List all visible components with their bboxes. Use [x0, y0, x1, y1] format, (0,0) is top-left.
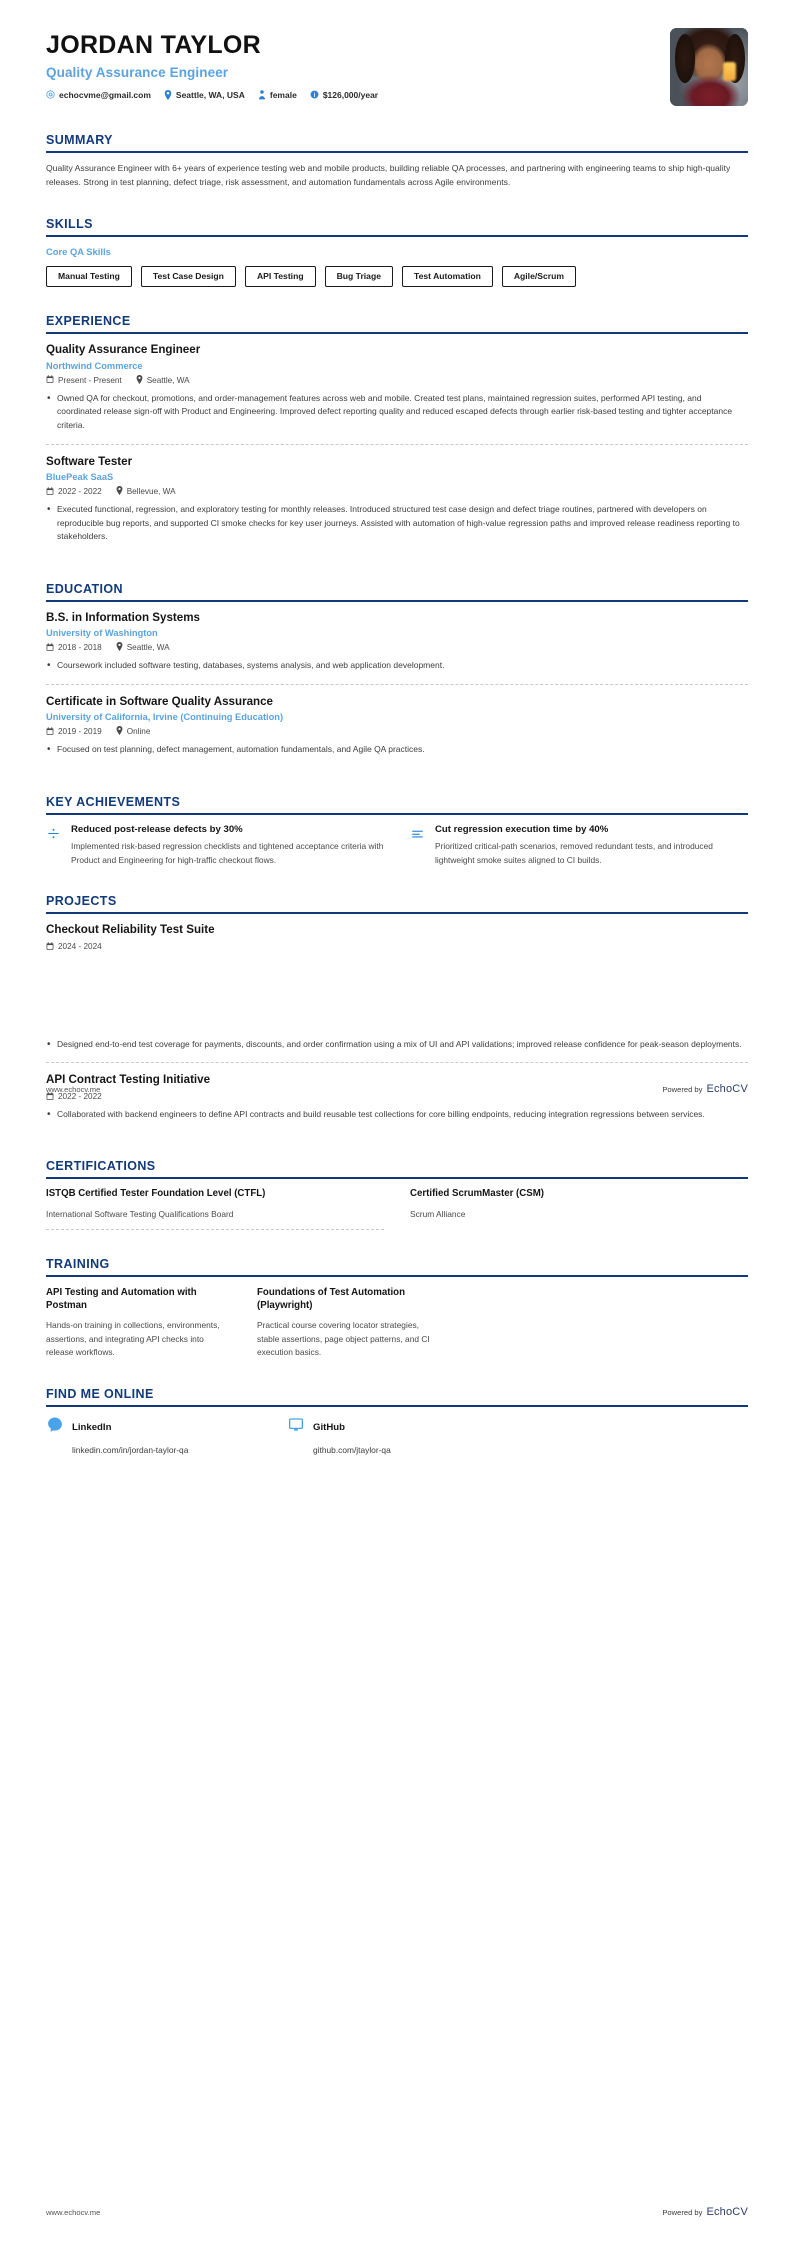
online-profile-linkedin[interactable] [46, 1416, 261, 1455]
skill-chip: Agile/Scrum [502, 266, 576, 287]
footer-brand: EchoCV [706, 1083, 748, 1095]
linkedin-icon [46, 1416, 64, 1439]
section-find-me-online [46, 1387, 748, 1455]
project-bullet: • Collaborated with backend engineers to define API contracts and build reusable test collections for core billing endpoints, reducing integration regressions between services. [46, 1108, 748, 1122]
contact-salary [310, 90, 378, 100]
section-title-find-me-online: FIND ME ONLINE [46, 1386, 154, 1401]
achievement-desc: Prioritized critical-path scenarios, removed redundant tests, and introduced lightweight smoke suites aligned to CI builds. [435, 841, 713, 865]
online-profile-github[interactable] [287, 1416, 502, 1455]
experience-role: Software Tester [46, 454, 133, 468]
section-title-projects: PROJECTS [46, 894, 117, 909]
skill-chip: Manual Testing [46, 266, 132, 287]
experience-bullet: • Executed functional, regression, and exploratory testing for monthly releases. Introduced structured test case design and defect triage routines, partnered with developers on reproducible bug reports, and supported CI smoke checks for key user journeys. Assisted with automation of high-value regression paths and improved release readiness reporting to stakeholders. [46, 503, 748, 544]
education-location [116, 726, 151, 737]
page-footer [46, 1083, 748, 1095]
section-title-experience: EXPERIENCE [46, 314, 131, 329]
location-pin-icon [164, 90, 172, 100]
training-item [257, 1286, 442, 1360]
location-text: Seattle, WA [126, 643, 170, 653]
section-training [46, 1257, 748, 1360]
experience-company: Northwind Commerce [46, 360, 143, 371]
equals-icon [410, 824, 425, 867]
svg-text:i: i [313, 91, 316, 99]
header-text-block [46, 28, 378, 100]
salary-icon [310, 90, 319, 99]
calendar-icon [46, 487, 54, 497]
training-name: API Testing and Automation with Postman [46, 1287, 197, 1312]
section-education [46, 582, 748, 768]
online-url[interactable]: github.com/jtaylor-qa [313, 1444, 391, 1455]
certification-divider [46, 1229, 384, 1230]
section-title-summary: SUMMARY [46, 133, 113, 147]
location-text: Online [126, 727, 151, 737]
date-text: 2022 - 2022 [58, 1092, 102, 1102]
contact-location-text: Seattle, WA, USA [175, 89, 245, 100]
contact-email [46, 90, 151, 100]
page-footer [46, 2206, 748, 2218]
section-title-skills: SKILLS [46, 216, 93, 231]
training-item [46, 1286, 231, 1360]
experience-entry [46, 444, 748, 555]
experience-dates [46, 487, 102, 497]
calendar-icon [46, 942, 54, 952]
section-title-education: EDUCATION [46, 581, 123, 596]
skill-chip: Test Case Design [141, 266, 236, 287]
project-name: API Contract Testing Initiative [46, 1073, 211, 1087]
job-title: Quality Assurance Engineer [46, 64, 229, 80]
online-url[interactable]: linkedin.com/in/jordan-taylor-qa [72, 1444, 189, 1455]
footer-brand: EchoCV [706, 2206, 748, 2218]
resume-header [46, 28, 748, 106]
certification-issuer: Scrum Alliance [410, 1209, 466, 1220]
experience-company: BluePeak SaaS [46, 472, 114, 483]
date-text: 2022 - 2022 [58, 487, 102, 497]
contact-salary-text: $126,000/year [322, 89, 379, 100]
project-dates [46, 942, 102, 952]
certification-name: ISTQB Certified Tester Foundation Level (CTFL) [46, 1188, 266, 1200]
location-text: Seattle, WA [146, 375, 190, 385]
education-dates [46, 643, 102, 653]
location-text: Bellevue, WA [126, 487, 176, 497]
location-pin-icon [136, 375, 143, 386]
online-label: LinkedIn [72, 1421, 112, 1433]
section-title-key-achievements: KEY ACHIEVEMENTS [46, 794, 181, 809]
calendar-icon [46, 643, 54, 653]
experience-dates [46, 375, 122, 385]
education-location [116, 642, 170, 653]
location-pin-icon [116, 726, 123, 737]
achievement-title: Cut regression execution time by 40% [435, 823, 609, 835]
email-icon [46, 90, 55, 99]
training-desc: Practical course covering locator strategies, stable assertions, page object patterns, and CI execution basics. [257, 1320, 430, 1358]
footer-powered-label: Powered by [662, 2208, 703, 2217]
training-name: Foundations of Test Automation (Playwright) [257, 1287, 405, 1312]
contact-gender [258, 90, 297, 100]
section-key-achievements [46, 795, 748, 867]
experience-location [136, 375, 190, 386]
achievement-desc: Implemented risk-based regression checklists and tightened acceptance criteria with Product and Engineering for high-traffic checkout flows. [71, 841, 384, 865]
education-bullet: • Focused on test planning, defect management, automation fundamentals, and Agile QA practices. [46, 743, 748, 757]
calendar-icon [46, 375, 54, 385]
experience-bullet: • Owned QA for checkout, promotions, and order-management features across web and mobile. Created test plans, maintained regression suites, performed API testing, and coordinated release sign-off with Product and Engineering. Improved defect reporting quality and reduced escaped defects through earlier risk-based testing and tighter acceptance criteria. [46, 392, 748, 433]
footer-powered-by [662, 2206, 748, 2218]
achievement-item [46, 824, 384, 867]
person-icon [258, 90, 266, 100]
calendar-icon [46, 727, 54, 737]
footer-url[interactable]: www.echocv.me [46, 1084, 101, 1094]
skill-chip: API Testing [245, 266, 316, 287]
education-dates [46, 727, 102, 737]
location-pin-icon [116, 486, 123, 497]
education-school: University of California, Irvine (Continuing Education) [46, 712, 284, 723]
section-skills [46, 217, 748, 287]
footer-url[interactable]: www.echocv.me [46, 2207, 101, 2217]
project-bullet: • Designed end-to-end test coverage for payments, discounts, and order confirmation using a mix of UI and API validations; improved release confidence for peak-season deployments. [46, 1038, 748, 1052]
education-bullet: • Coursework included software testing, databases, systems analysis, and web application development. [46, 659, 748, 673]
skill-chip: Bug Triage [325, 266, 393, 287]
experience-role: Quality Assurance Engineer [46, 343, 201, 357]
contact-email-text: echocvme@gmail.com [59, 89, 151, 100]
certification-issuer: International Software Testing Qualifications Board [46, 1209, 234, 1220]
location-pin-icon [116, 642, 123, 653]
footer-powered-label: Powered by [662, 1085, 703, 1094]
certification-item [46, 1188, 384, 1230]
project-entry [46, 1062, 748, 1132]
achievement-title: Reduced post-release defects by 30% [71, 823, 243, 835]
section-projects [46, 894, 748, 1132]
date-text: 2018 - 2018 [58, 643, 102, 653]
training-desc: Hands-on training in collections, environments, assertions, and integrating API checks into release workflows. [46, 1320, 220, 1358]
education-degree: B.S. in Information Systems [46, 610, 200, 624]
contact-location [164, 90, 245, 100]
date-text: Present - Present [58, 375, 122, 385]
date-text: 2019 - 2019 [58, 727, 102, 737]
date-text: 2024 - 2024 [58, 942, 102, 952]
summary-text: Quality Assurance Engineer with 6+ years of experience testing web and mobile products, building reliable QA processes, and partnering with engineering teams to ship high-quality releases. Strong in test planning, defect triage, risk assessment, and automation fundamentals across Agile environments. [46, 163, 731, 187]
page-title: JORDAN TAYLOR [46, 31, 262, 59]
contact-gender-text: female [269, 89, 297, 100]
education-school: University of Washington [46, 628, 158, 639]
section-title-certifications: CERTIFICATIONS [46, 1159, 156, 1174]
section-title-training: TRAINING [46, 1257, 110, 1272]
certification-name: Certified ScrumMaster (CSM) [410, 1188, 545, 1200]
education-degree: Certificate in Software Quality Assurance [46, 694, 274, 708]
section-experience [46, 314, 748, 555]
section-certifications [46, 1159, 748, 1230]
experience-location [116, 486, 176, 497]
github-icon [287, 1416, 305, 1439]
section-summary [46, 133, 748, 190]
education-entry [46, 684, 748, 768]
footer-powered-by [662, 1083, 748, 1095]
online-label: GitHub [313, 1421, 345, 1433]
project-name: Checkout Reliability Test Suite [46, 923, 215, 937]
avatar [670, 28, 748, 106]
certification-item [410, 1188, 748, 1230]
skill-group-label: Core QA Skills [46, 245, 111, 257]
achievement-item [410, 824, 748, 867]
project-entry [46, 923, 748, 1062]
skill-chip-list [46, 266, 748, 287]
experience-entry [46, 343, 748, 443]
education-entry [46, 611, 748, 684]
skill-chip: Test Automation [402, 266, 493, 287]
contact-row [46, 90, 378, 100]
divide-icon [46, 824, 61, 867]
